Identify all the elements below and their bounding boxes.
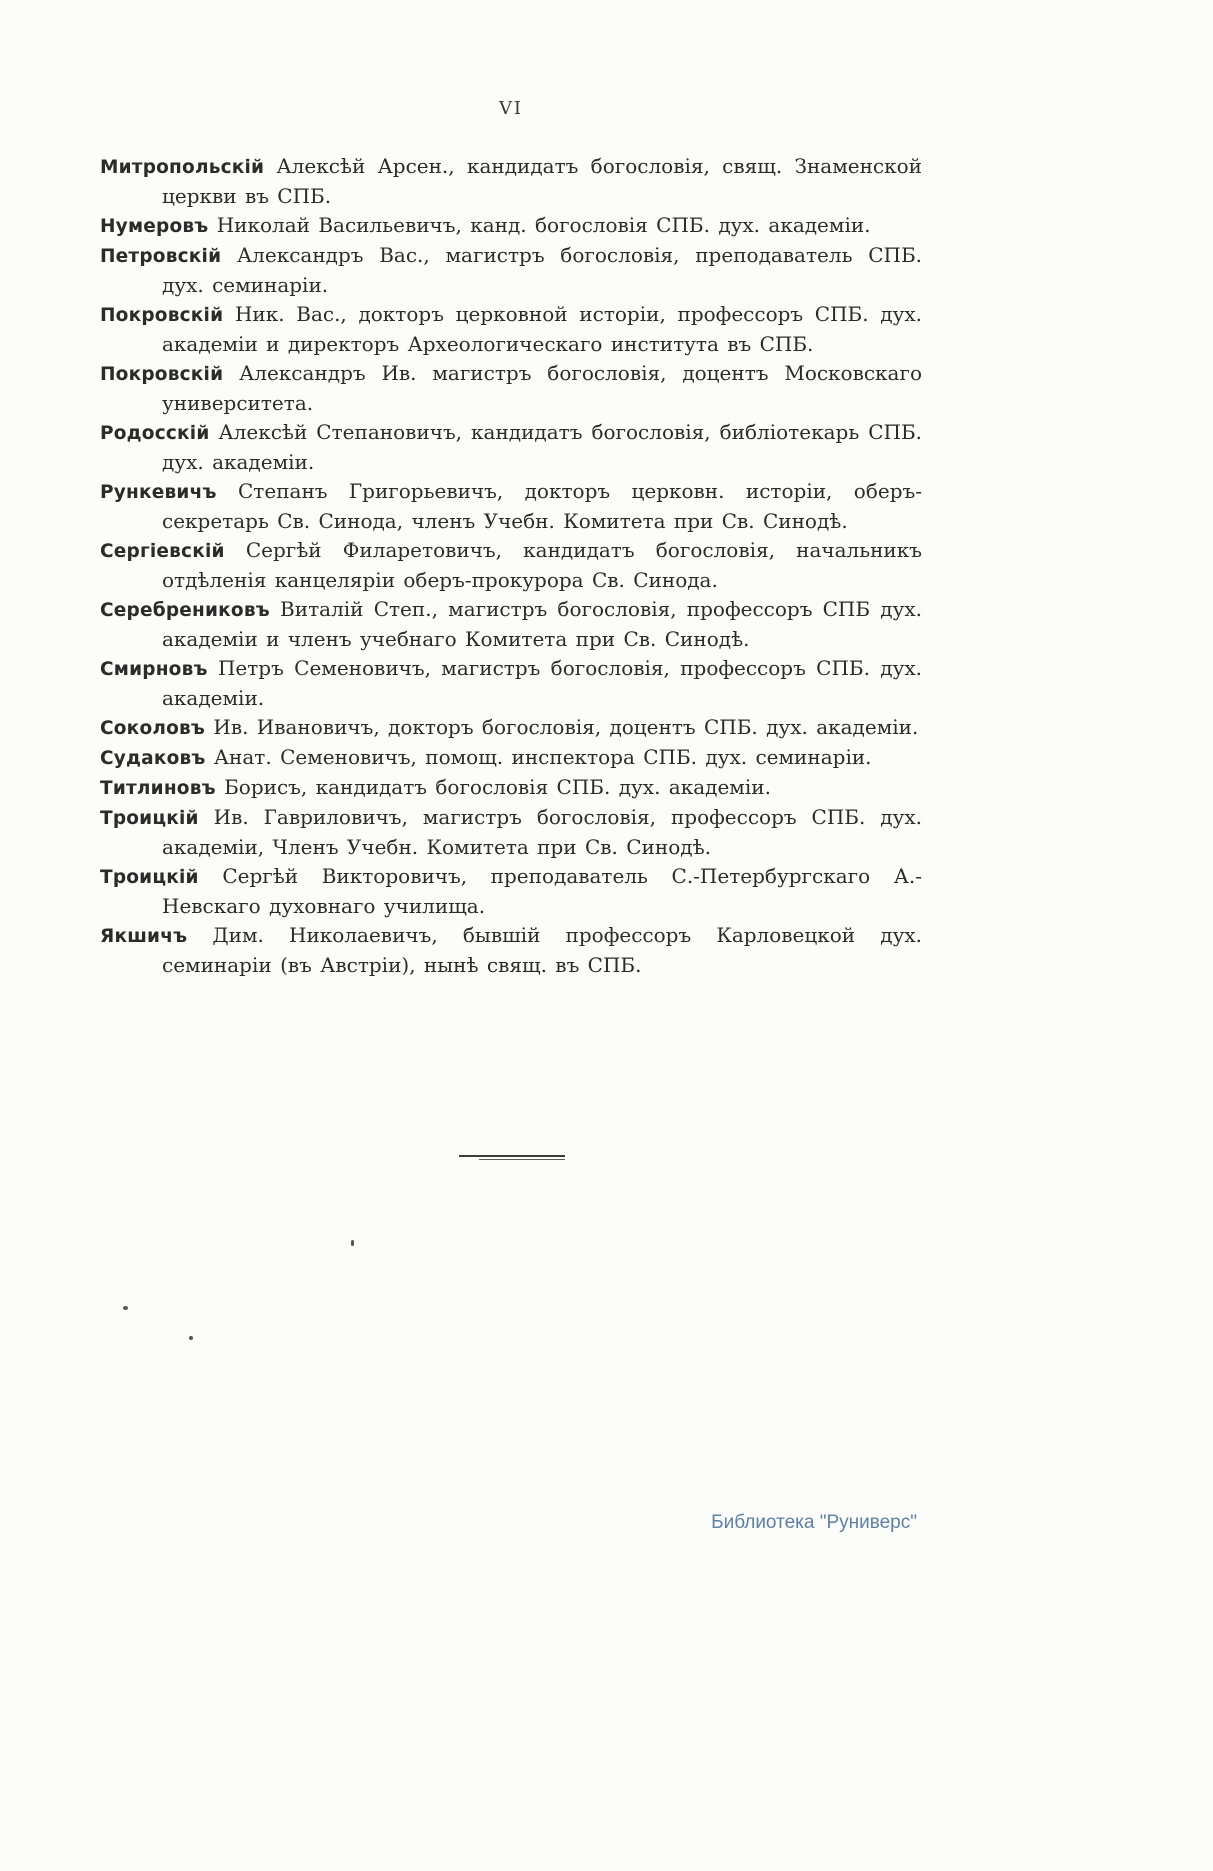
section-end-divider-line: [479, 1159, 565, 1160]
list-item: [100, 152, 922, 211]
page-number: VI: [498, 98, 524, 119]
entry-surname: Покровскій: [100, 305, 224, 326]
list-item: [100, 921, 922, 980]
entry-description: Анат. Семеновичъ, помощ. инспектора СПБ. дух. семинаріи.: [213, 745, 872, 769]
entry-surname: Серебрениковъ: [100, 600, 270, 621]
entry-surname: Покровскій: [100, 364, 224, 385]
entry-description: Виталій Степ., магистръ богословія, профессоръ СПБ дух. академіи и членъ учебнаго Комитета при Св. Синодѣ.: [162, 597, 922, 651]
entry-surname: Нумеровъ: [100, 216, 209, 237]
entry-surname: Рункевичъ: [100, 482, 217, 503]
entry-description: Алексѣй Арсен., кандидатъ богословія, свящ. Знаменской церкви въ СПБ.: [162, 154, 922, 208]
entry-surname: Смирновъ: [100, 659, 208, 680]
name-list: [100, 152, 922, 980]
list-item: [100, 359, 922, 418]
entry-description: Дим. Николаевичъ, бывшій профессоръ Карловецкой дух. семинаріи (въ Австріи), нынѣ свящ. въ СПБ.: [162, 923, 922, 977]
entry-surname: Петровскій: [100, 246, 222, 267]
entry-surname: Троицкій: [100, 867, 199, 888]
list-item: [100, 300, 922, 359]
entry-description: Алексѣй Степановичъ, кандидатъ богословія, библіотекарь СПБ. дух. академіи.: [162, 420, 923, 474]
entry-description: Ив. Гавриловичъ, магистръ богословія, профессоръ СПБ. дух. академіи, Членъ Учебн. Комитета при Св. Синодѣ.: [162, 805, 922, 859]
list-item: [100, 743, 922, 773]
entry-description: Сергѣй Викторовичъ, преподаватель С.-Петербургскаго А.-Невскаго духовнаго училища.: [162, 864, 922, 918]
entry-description: Петръ Семеновичъ, магистръ богословія, профессоръ СПБ. дух. академіи.: [162, 656, 923, 710]
list-item: [100, 418, 922, 477]
scan-speck: [123, 1306, 128, 1310]
list-item: [100, 595, 922, 654]
entry-description: Александръ Вас., магистръ богословія, преподаватель СПБ. дух. семинаріи.: [162, 243, 923, 297]
list-item: [100, 803, 922, 862]
list-item: [100, 241, 922, 300]
entry-surname: Троицкій: [100, 808, 199, 829]
entry-description: Борисъ, кандидатъ богословія СПБ. дух. академіи.: [224, 775, 771, 799]
entry-surname: Судаковъ: [100, 748, 206, 769]
entry-surname: Титлиновъ: [100, 778, 216, 799]
list-item: [100, 713, 922, 743]
entry-description: Николай Васильевичъ, канд. богословія СПБ. дух. академіи.: [216, 213, 871, 237]
entry-description: Ив. Ивановичъ, докторъ богословія, доцентъ СПБ. дух. академіи.: [213, 715, 919, 739]
entry-surname: Митропольскій: [100, 157, 265, 178]
library-watermark: Библиотека "Руниверс": [711, 1512, 917, 1533]
list-item: [100, 211, 922, 241]
scan-speck: [189, 1336, 193, 1340]
entry-surname: Сергіевскій: [100, 541, 225, 562]
entry-surname: Родосскій: [100, 423, 210, 444]
scan-speck: [351, 1240, 354, 1246]
list-item: [100, 477, 922, 536]
entry-description: Степанъ Григорьевичъ, докторъ церковн. исторіи, оберъ-секретарь Св. Синода, членъ Учебн. Комитета при Св. Синодѣ.: [162, 479, 922, 533]
entry-surname: Соколовъ: [100, 718, 206, 739]
entry-description: Александръ Ив. магистръ богословія, доцентъ Московскаго университета.: [162, 361, 922, 415]
entry-description: Ник. Вас., докторъ церковной исторіи, профессоръ СПБ. дух. академіи и директоръ Археологическаго института въ СПБ.: [162, 302, 922, 356]
list-item: [100, 773, 922, 803]
list-item: [100, 654, 922, 713]
list-item: [100, 536, 922, 595]
entry-description: Сергѣй Филаретовичъ, кандидатъ богословія, начальникъ отдѣленія канцеляріи оберъ-прокурора Св. Синода.: [162, 538, 922, 592]
list-item: [100, 862, 922, 921]
entry-surname: Якшичъ: [100, 926, 188, 947]
section-end-divider: [459, 1155, 565, 1157]
